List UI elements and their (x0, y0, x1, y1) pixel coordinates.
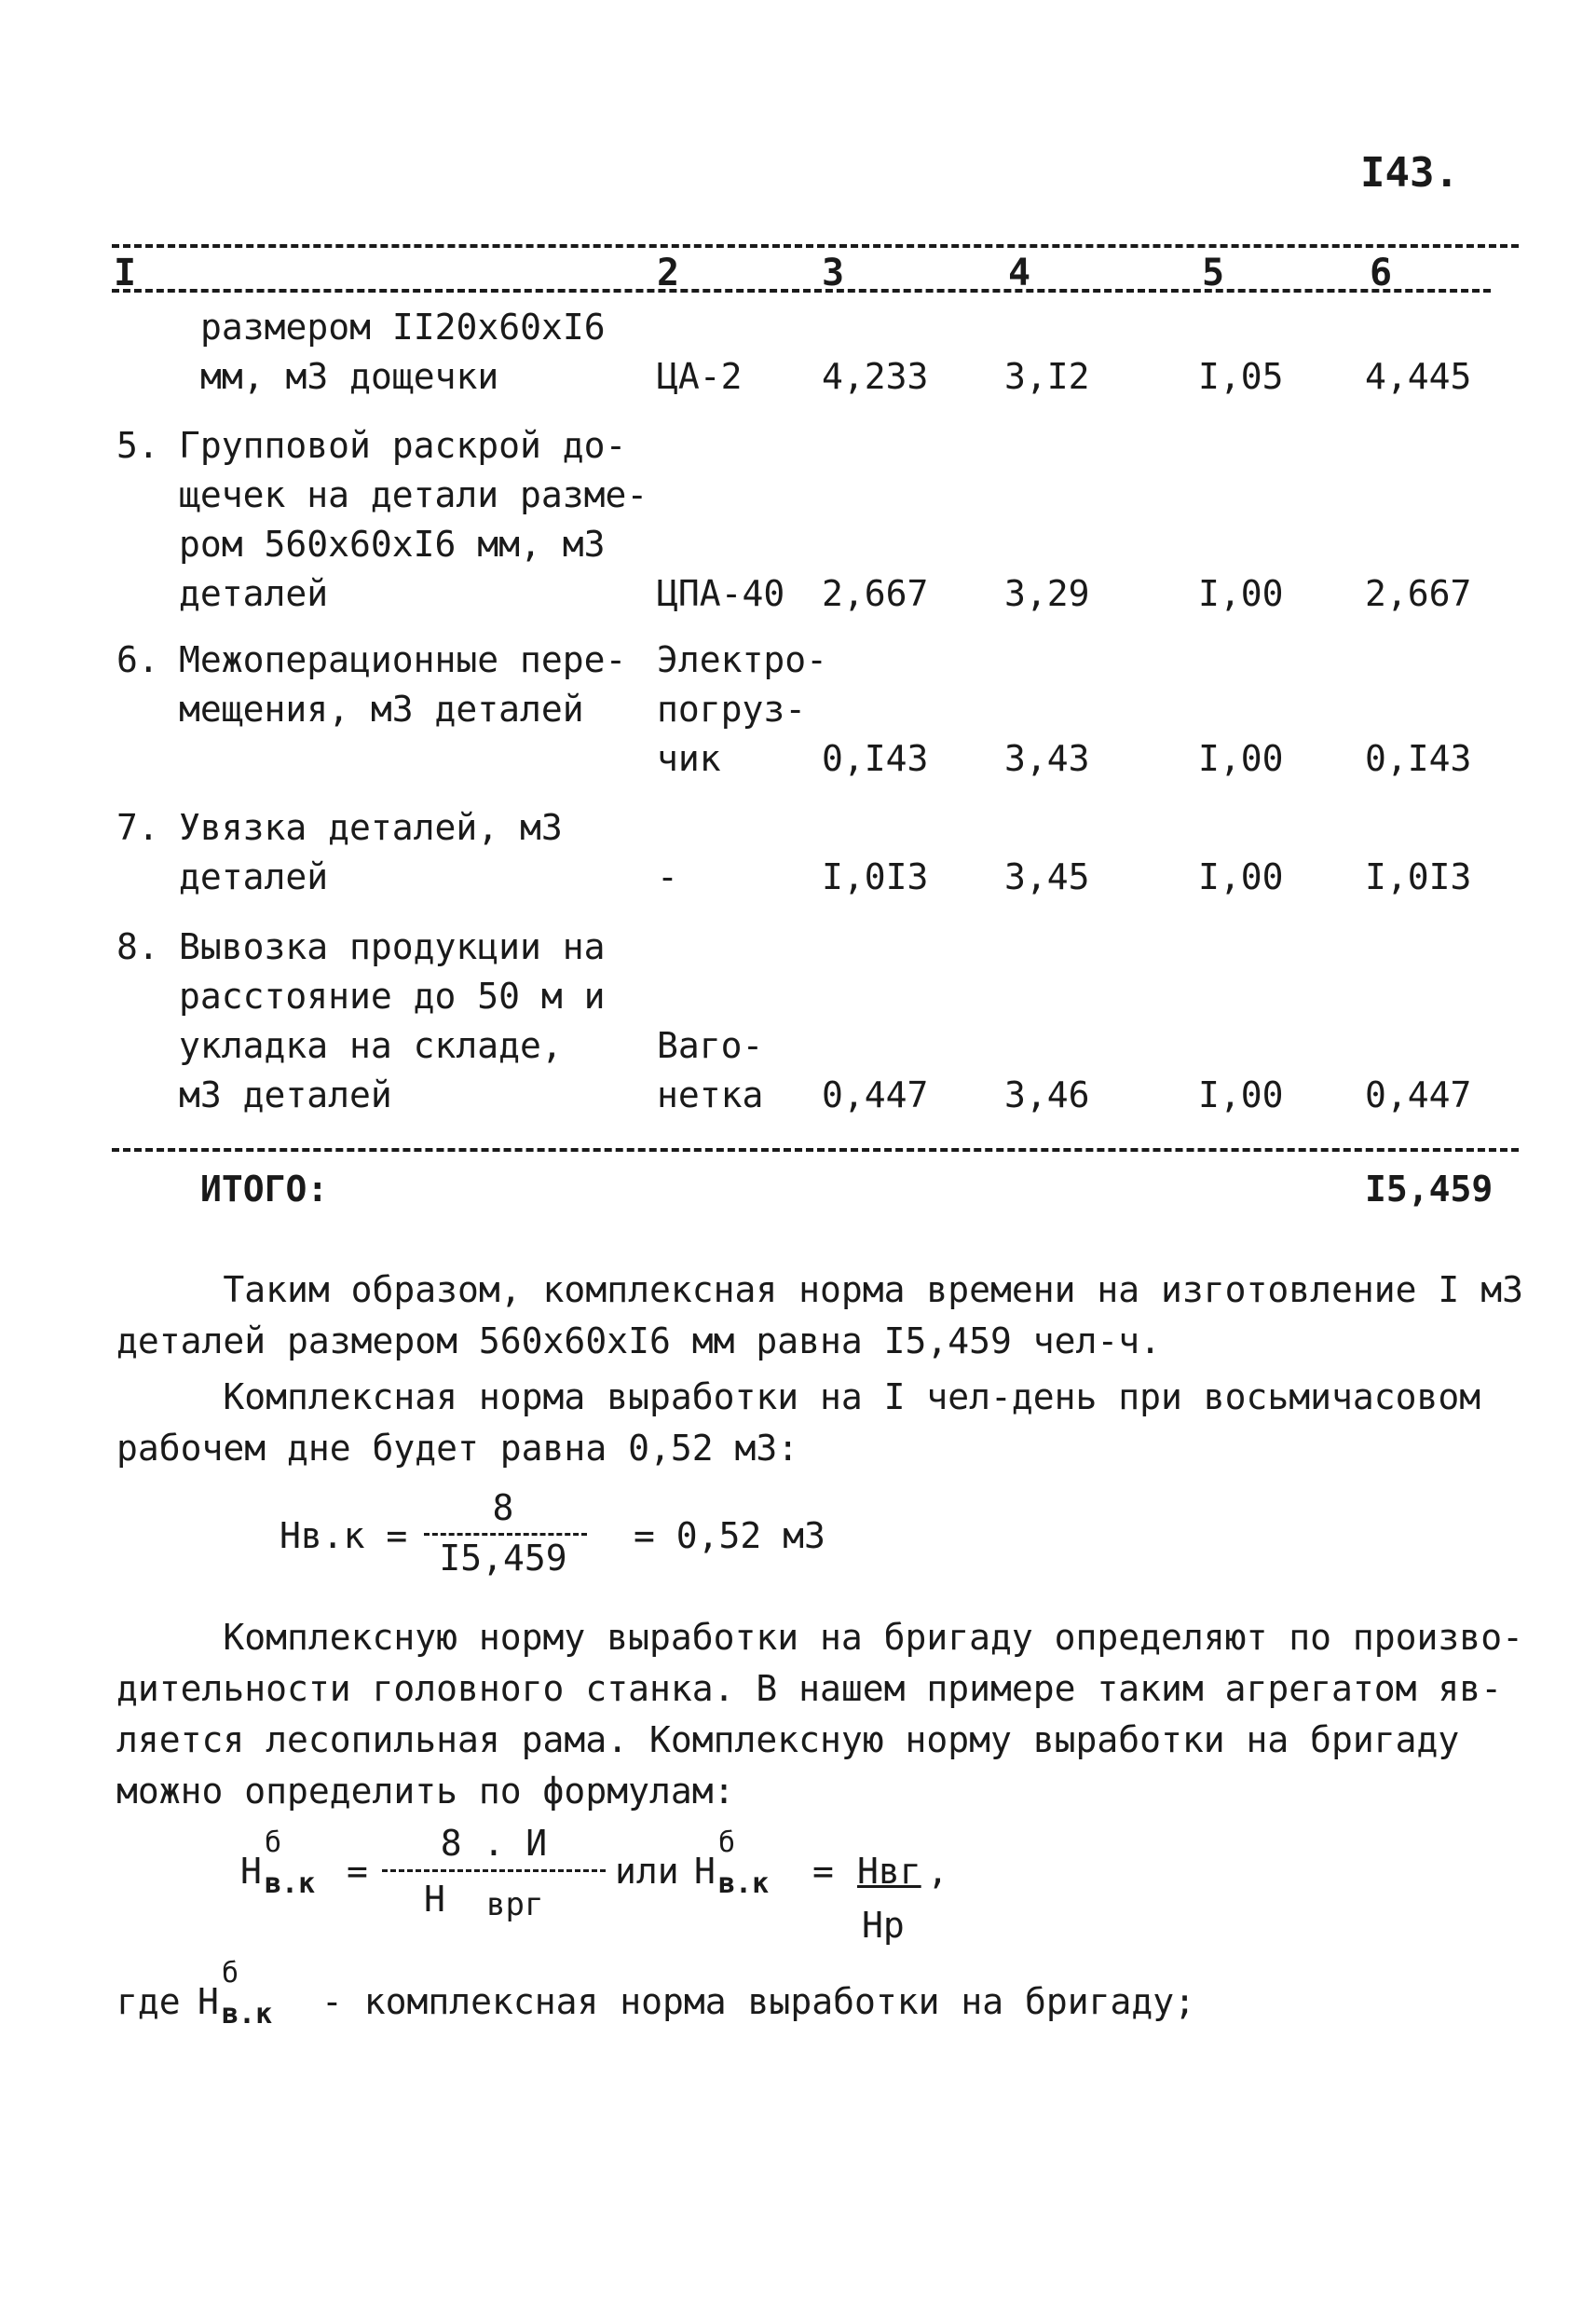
col-header-5: 5 (1202, 252, 1225, 294)
total-label: ИТОГО: (200, 1169, 329, 1210)
formula-2-eq: = (347, 1851, 368, 1892)
paragraph-1-line-2: деталей размером 560x60xI6 мм равна I5,459 чел-ч. (116, 1320, 1162, 1361)
paragraph-3-line-2: дительности головного станка. В нашем примере таким агрегатом яв- (116, 1668, 1503, 1709)
row-2-number: 6. (116, 639, 159, 680)
total-value: I5,459 (1365, 1169, 1494, 1210)
row-1-col3: 2,667 (822, 573, 929, 614)
table-bottom-rule (112, 1148, 1519, 1152)
formula-2-comma: , (927, 1851, 948, 1892)
row-4-col2-line-1: Ваго- (657, 1025, 764, 1066)
row-4-col4: 3,46 (1004, 1074, 1090, 1115)
row-1-line-4: деталей (179, 573, 329, 614)
row-4-col3: 0,447 (822, 1074, 929, 1115)
row-2-col3: 0,I43 (822, 738, 929, 779)
where-sub: в.к (222, 1998, 273, 2031)
row-3-col5: I,00 (1198, 856, 1284, 897)
row-3-col4: 3,45 (1004, 856, 1090, 897)
formula-2-lhs-sup: б (265, 1826, 282, 1859)
formula-2-rhs-denominator: Нр (862, 1905, 905, 1946)
row-2-col2-line-1: Электро- (657, 639, 828, 680)
row-3-col2: - (657, 856, 678, 897)
row-0-line-1: размером II20x60xI6 (200, 307, 606, 348)
col-header-2: 2 (657, 252, 680, 294)
formula-2-rhs-sup: б (718, 1826, 736, 1859)
formula-2-eq2: = (812, 1851, 834, 1892)
formula-2-lhs-h: Н (240, 1851, 262, 1892)
paragraph-2-line-2: рабочем дне будет равна 0,52 м3: (116, 1428, 799, 1469)
row-0-col4: 3,I2 (1004, 356, 1090, 397)
formula-1-denominator: I5,459 (439, 1538, 567, 1579)
where-text: - комплексная норма выработки на бригаду; (321, 1981, 1195, 2022)
row-2-line-2: мещения, м3 деталей (179, 689, 584, 730)
col-header-4: 4 (1008, 252, 1031, 294)
formula-2-numerator: 8 . И (440, 1823, 548, 1864)
row-3-line-2: деталей (179, 856, 329, 897)
row-1-col2: ЦПА-40 (657, 573, 785, 614)
formula-2-rhs-sub: в.к (718, 1867, 770, 1900)
row-2-col6: 0,I43 (1365, 738, 1472, 779)
formula-2-rhs-h: Н (694, 1851, 716, 1892)
row-1-line-3: ром 560x60xI6 мм, м3 (179, 524, 606, 565)
row-3-col6: I,0I3 (1365, 856, 1472, 897)
row-4-col2-line-2: нетка (657, 1074, 764, 1115)
formula-2-lhs-sub: в.к (265, 1867, 316, 1900)
where-h: Н (198, 1981, 219, 2022)
row-1-col4: 3,29 (1004, 573, 1090, 614)
row-2-col4: 3,43 (1004, 738, 1090, 779)
row-4-line-4: м3 деталей (179, 1074, 392, 1115)
row-2-col5: I,00 (1198, 738, 1284, 779)
paragraph-2-line-1: Комплексная норма выработки на I чел-день при восьмичасовом (116, 1376, 1481, 1417)
row-2-col2-line-2: погруз- (657, 689, 807, 730)
row-4-line-1: Вывозка продукции на (179, 926, 606, 967)
row-3-number: 7. (116, 807, 159, 848)
row-0-col2: ЦА-2 (657, 356, 743, 397)
row-1-line-1: Групповой раскрой до- (179, 425, 627, 466)
formula-1-fraction-bar (424, 1533, 587, 1536)
formula-1-lhs: Нв.к = (280, 1515, 408, 1556)
paragraph-3-line-3: ляется лесопильная рама. Комплексную норму выработки на бригаду (116, 1719, 1460, 1760)
row-4-col6: 0,447 (1365, 1074, 1472, 1115)
page-number: I43. (1360, 149, 1459, 197)
row-3-line-1: Увязка деталей, м3 (179, 807, 563, 848)
formula-2-den-sub: врг (486, 1886, 544, 1923)
formula-2-fraction-bar (382, 1869, 606, 1872)
row-0-col5: I,05 (1198, 356, 1284, 397)
formula-2-den-h: Н (424, 1879, 445, 1920)
row-0-col6: 4,445 (1365, 356, 1472, 397)
formula-2-rhs-numerator: Нвг (857, 1851, 921, 1892)
paragraph-1-line-1: Таким образом, комплексная норма времени на изготовление I м3 (116, 1269, 1523, 1310)
row-0-line-2: мм, м3 дощечки (200, 356, 499, 397)
row-4-number: 8. (116, 926, 159, 967)
col-header-1: I (114, 252, 137, 294)
paragraph-3-line-1: Комплексную норму выработки на бригаду определяют по произво- (116, 1617, 1523, 1658)
row-4-col5: I,00 (1198, 1074, 1284, 1115)
row-1-col5: I,00 (1198, 573, 1284, 614)
table-top-rule (112, 244, 1519, 248)
table-header-rule (112, 289, 1491, 293)
where-prefix: где (116, 1981, 181, 2022)
paragraph-3-line-4: можно определить по формулам: (116, 1771, 735, 1812)
col-header-3: 3 (822, 252, 845, 294)
formula-1-rhs: = 0,52 м3 (634, 1515, 825, 1556)
col-header-6: 6 (1370, 252, 1393, 294)
row-2-line-1: Межоперационные пере- (179, 639, 627, 680)
formula-1-numerator: 8 (492, 1487, 514, 1528)
row-4-line-3: укладка на складе, (179, 1025, 563, 1066)
row-1-line-2: щечек на детали разме- (179, 474, 648, 515)
row-2-col2-line-3: чик (657, 738, 721, 779)
where-sup: б (222, 1957, 239, 1990)
formula-2-or: или (615, 1851, 679, 1892)
row-0-col3: 4,233 (822, 356, 929, 397)
row-3-col3: I,0I3 (822, 856, 929, 897)
row-1-col6: 2,667 (1365, 573, 1472, 614)
row-4-line-2: расстояние до 50 м и (179, 976, 606, 1017)
row-1-number: 5. (116, 425, 159, 466)
